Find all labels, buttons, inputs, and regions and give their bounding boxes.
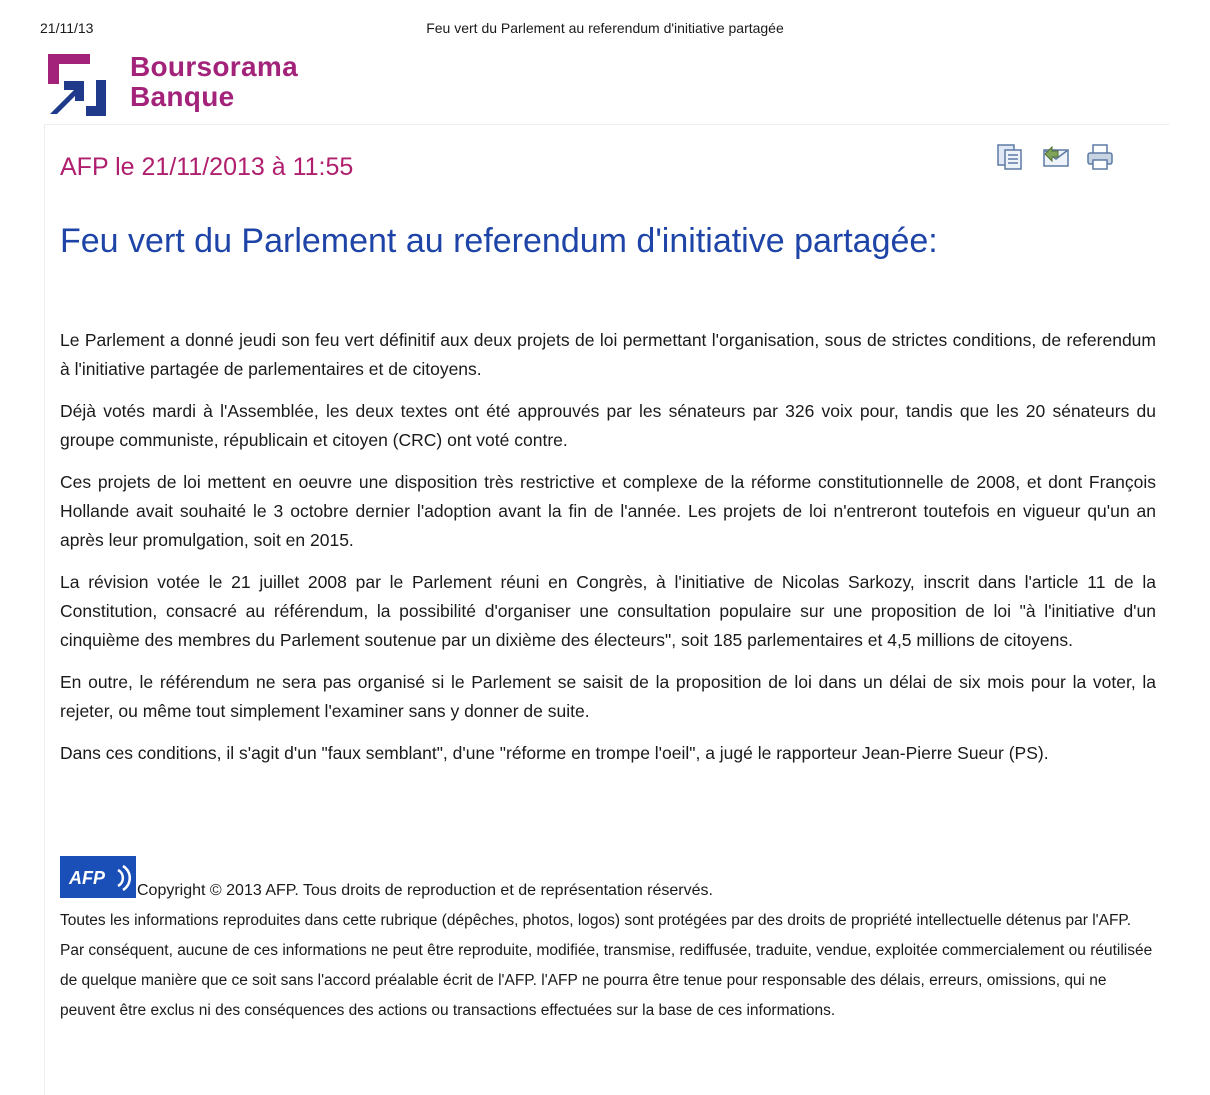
article-headline: Feu vert du Parlement au referendum d'initiative partagée: — [60, 222, 938, 260]
article-tools — [996, 143, 1120, 173]
article-dateline: AFP le 21/11/2013 à 11:55 — [60, 153, 354, 181]
print-title: Feu vert du Parlement au referendum d'initiative partagée — [426, 20, 784, 36]
boursorama-logo[interactable] — [44, 50, 364, 120]
print-date: 21/11/13 — [40, 20, 94, 36]
copy-page-icon[interactable] — [996, 143, 1024, 171]
logo-line-1: Boursorama — [130, 51, 298, 82]
article-footer — [60, 856, 1156, 1026]
afp-logo-icon — [60, 856, 136, 898]
afp-logo-text: AFP — [69, 868, 105, 888]
print-header — [0, 20, 1210, 40]
copyright-line — [60, 856, 1156, 900]
logo-wordmark — [130, 52, 298, 112]
print-icon[interactable] — [1086, 143, 1114, 171]
article-body — [60, 326, 1156, 781]
article-paragraph: Ces projets de loi mettent en oeuvre une disposition très restrictive et complexe de la réforme constitutionnelle de 2008, et dont François Hollande avait souhaité le 3 octobre dernier l'adoption avant la fin de l'année. Les projets de loi n'entreront toutefois en vigueur qu'un an après leur promulgation, soit en 2015. — [60, 472, 1156, 550]
logo-line-2: Banque — [130, 81, 235, 112]
send-email-icon[interactable] — [1042, 143, 1070, 171]
boursorama-mark-icon — [44, 50, 120, 120]
article-paragraph: Déjà votés mardi à l'Assemblée, les deux textes ont été approuvés par les sénateurs par 326 voix pour, tandis que les 20 sénateurs du groupe communiste, républicain et citoyen (CRC) ont voté contre. — [60, 401, 1156, 450]
article-paragraph: La révision votée le 21 juillet 2008 par le Parlement réuni en Congrès, à l'initiative de Nicolas Sarkozy, inscrit dans l'article 11 de la Constitution, consacré au référendum, la possibilité d'organiser une consultation populaire sur une proposition de loi "à l'initiative d'un cinquième des membres du Parlement soutenue par un dixième des électeurs", soit 185 parlementaires et 4,5 millions de citoyens. — [60, 572, 1156, 650]
copyright-text: Copyright © 2013 AFP. Tous droits de reproduction et de représentation réservés. — [137, 882, 713, 899]
article-paragraph: Le Parlement a donné jeudi son feu vert définitif aux deux projets de loi permettant l'organisation, sous de strictes conditions, de referendum à l'initiative partagée de parlementaires et de citoyens. — [60, 330, 1156, 379]
article-paragraph: Dans ces conditions, il s'agit d'un "faux semblant", d'une "réforme en trompe l'oeil", a jugé le rapporteur Jean-Pierre Sueur (PS). — [60, 743, 1049, 763]
legal-notice: Toutes les informations reproduites dans cette rubrique (dépêches, photos, logos) sont protégées par des droits de propriété intellectuelle détenus par l'AFP. Par conséquent, aucune de ces informations ne peut être reproduite, modifiée, transmise, rediffusée, traduite, vendue, exploitée commercialement ou réutilisée de quelque manière que ce soit sans l'accord préalable écrit de l'AFP. l'AFP ne pourra être tenue pour responsable des délais, erreurs, omissions, qui ne peuvent être exclus ni des conséquences des actions ou transactions effectuées sur la base de ces informations. — [60, 912, 1153, 1019]
article-paragraph: En outre, le référendum ne sera pas organisé si le Parlement se saisit de la proposition de loi dans un délai de six mois pour la voter, la rejeter, ou même tout simplement l'examiner sans y donner de suite. — [60, 672, 1156, 721]
